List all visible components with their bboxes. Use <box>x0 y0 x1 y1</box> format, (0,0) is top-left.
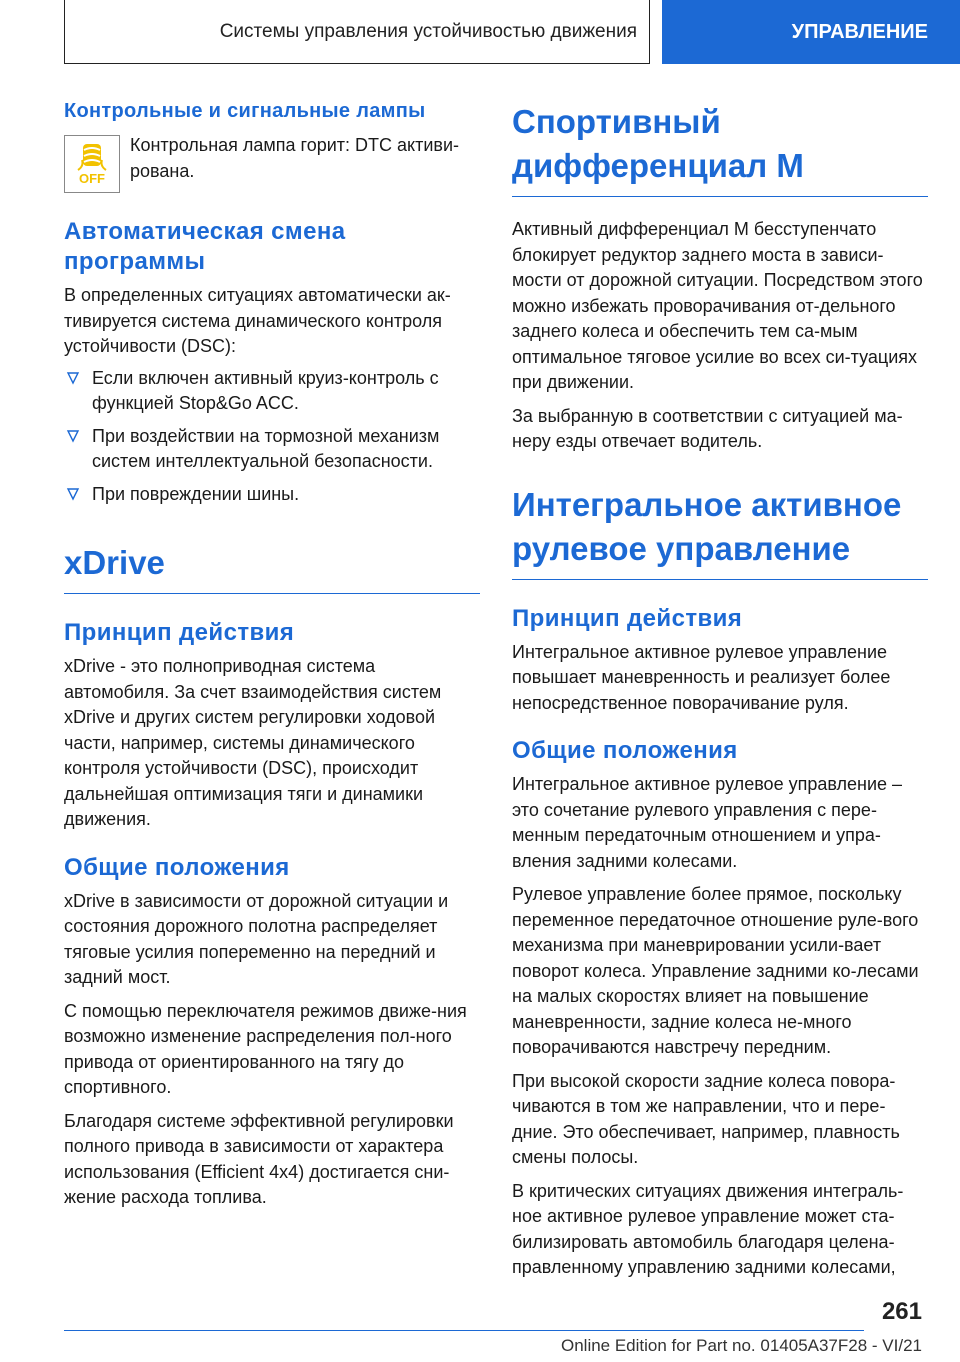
xdrive-general-heading: Общие положения <box>64 853 290 881</box>
lamps-heading: Контрольные и сигнальные лампы <box>64 100 426 122</box>
section-title: Системы управления устойчивостью движения <box>219 20 637 42</box>
list-item: При повреждении шины. <box>64 482 480 508</box>
auto-program-text: В определенных ситуациях автоматически ак-тивируется система динамического контроля устойчивости (DSC): <box>64 285 451 356</box>
footer-divider <box>64 1330 864 1331</box>
sport-diff-title: Спортивный дифференциал M <box>512 100 928 197</box>
xdrive-title: xDrive <box>64 541 480 594</box>
steering-general-heading: Общие положения <box>512 737 738 764</box>
left-column <box>64 100 480 1211</box>
lamp-text: Контрольная лампа горит: DTC активи-рована. <box>130 135 460 181</box>
sport-diff-p2: За выбранную в соответствии с ситуацией ма-неру езды отвечает водитель. <box>512 405 903 451</box>
running-header <box>64 0 650 64</box>
triangle-bullet-icon <box>66 371 80 385</box>
auto-program-heading: Автоматическая смена программы <box>64 218 346 275</box>
xdrive-general-p2: С помощью переключателя режимов движе-ния возможно изменение распределения пол-ного привода от ориентированного на тягу до спортивного. <box>64 1000 467 1097</box>
xdrive-general-p3: Благодаря системе эффективной регулировки полного привода в зависимости от характера использования (Efficient 4x4) достигается сни-жение расхода топлива. <box>64 1110 454 1207</box>
dtc-off-lamp-icon <box>64 135 120 193</box>
steering-general-p3: При высокой скорости задние колеса повора-чиваются в том же направлении, что и пере-дние. Это обеспечивает, например, плавность смены полосы. <box>512 1070 900 1167</box>
steering-general-p2: Рулевое управление более прямое, поскольку переменное передаточное отношение руле-вого механизма при маневрировании усили-вает поворот колеса. Управление задними ко-лесами на малых скоростях влияет на повышение маневренности, задние колеса не-много поворачиваются навстречу передним. <box>512 884 919 1057</box>
chapter-tab <box>662 0 960 64</box>
steering-title: Интегральное активное рулевое управление <box>512 483 928 580</box>
auto-program-list <box>64 366 480 508</box>
steering-principle-text: Интегральное активное рулевое управление повышает маневренность и реализует более непосредственное поворачивание руля. <box>512 641 891 713</box>
steering-general-p1: Интегральное активное рулевое управление – это сочетание рулевого управления с пере-менным передаточным отношением и упра-вления задними колесами. <box>512 774 903 871</box>
list-item: Если включен активный круиз-контроль с функцией Stop&Go ACC. <box>64 366 480 417</box>
lamp-block <box>64 133 480 191</box>
steering-general-p4: В критических ситуациях движения интеграль-ное активное рулевое управление может ста-билизировать автомобиль благодаря целена-правленному управлению задними колесами, <box>512 1180 904 1277</box>
xdrive-principle-text: xDrive - это полноприводная система автомобиля. За счет взаимодействия систем xDrive и других систем регулировки ходовой части, например, системы динамического контроля устойчивости (DSC), происходит дальнейшая оптимизация тяги и динамики движения. <box>64 656 442 829</box>
triangle-bullet-icon <box>66 429 80 443</box>
triangle-bullet-icon <box>66 487 80 501</box>
chapter-tab-label: УПРАВЛЕНИЕ <box>791 20 928 43</box>
list-item: При воздействии на тормозной механизм систем интеллектуальной безопасности. <box>64 424 480 475</box>
sport-diff-p1: Активный дифференциал M бесступенчато блокирует редуктор заднего моста в зависи-мости от дорожной ситуации. Посредством этого можно избежать проворачивания от-дельного заднего колеса и обеспечить тем са-мым оптимальное тяговое усилие во всех си-туациях при движении. <box>512 219 923 392</box>
lamp-off-text: OFF <box>79 171 105 186</box>
steering-principle-heading: Принцип действия <box>512 604 743 632</box>
page-number: 261 <box>881 1298 922 1325</box>
xdrive-principle-heading: Принцип действия <box>64 619 295 646</box>
xdrive-general-p1: xDrive в зависимости от дорожной ситуации и состояния дорожного полотна распределяет тяговые усилия попеременно на передний и задний мост. <box>64 890 449 987</box>
edition-footer: Online Edition for Part no. 01405A37F28 - VI/21 <box>560 1336 922 1355</box>
right-column <box>512 100 928 1281</box>
